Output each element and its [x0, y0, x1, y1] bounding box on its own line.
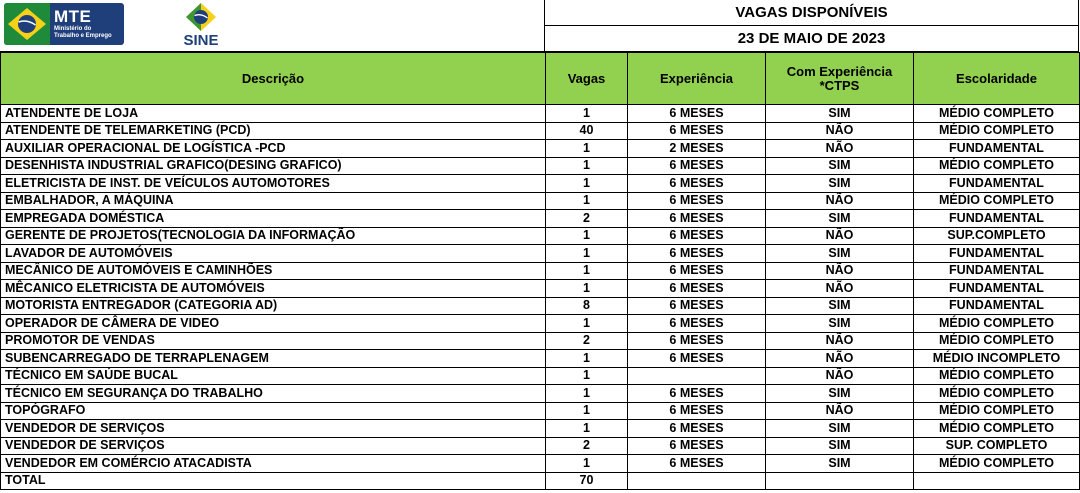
cell-ctps: NÃO — [766, 122, 914, 140]
column-header-descricao: Descrição — [1, 53, 546, 105]
cell-escolaridade: MÉDIO COMPLETO — [914, 157, 1080, 175]
column-header-vagas: Vagas — [546, 53, 628, 105]
cell-escolaridade: MÉDIO COMPLETO — [914, 105, 1080, 123]
table-row — [1, 245, 1080, 263]
column-header-experiencia: Experiência — [628, 53, 766, 105]
cell-descricao: PROMOTOR DE VENDAS — [1, 332, 546, 350]
cell-descricao: TOPÓGRAFO — [1, 402, 546, 420]
sine-flag-icon — [176, 2, 226, 32]
cell-vagas: 1 — [546, 262, 628, 280]
table-row — [1, 402, 1080, 420]
cell-descricao: LAVADOR DE AUTOMÓVEIS — [1, 245, 546, 263]
cell-escolaridade: MÉDIO COMPLETO — [914, 192, 1080, 210]
cell-vagas: 1 — [546, 175, 628, 193]
cell-experiencia: 6 MESES — [628, 350, 766, 368]
cell-vagas: 1 — [546, 420, 628, 438]
cell-descricao: ATENDENTE DE TELEMARKETING (PCD) — [1, 122, 546, 140]
cell-vagas: 1 — [546, 280, 628, 298]
cell-experiencia: 6 MESES — [628, 332, 766, 350]
cell-experiencia: 6 MESES — [628, 297, 766, 315]
cell-ctps: SIM — [766, 315, 914, 333]
table-row — [1, 455, 1080, 473]
mte-logo — [4, 3, 124, 45]
cell-experiencia: 6 MESES — [628, 262, 766, 280]
cell-ctps: SIM — [766, 297, 914, 315]
cell-descricao: MÊCANICO ELETRICISTA DE AUTOMÓVEIS — [1, 280, 546, 298]
table-row — [1, 297, 1080, 315]
cell-escolaridade: FUNDAMENTAL — [914, 297, 1080, 315]
cell-vagas: 1 — [546, 385, 628, 403]
cell-ctps: SIM — [766, 175, 914, 193]
table-row — [1, 280, 1080, 298]
cell-ctps: NÃO — [766, 262, 914, 280]
cell-vagas: 1 — [546, 315, 628, 333]
cell-descricao: AUXILIAR OPERACIONAL DE LOGÍSTICA -PCD — [1, 140, 546, 158]
table-header-row — [1, 53, 1080, 105]
cell-descricao: OPERADOR DE CÂMERA DE VIDEO — [1, 315, 546, 333]
cell-ctps: SIM — [766, 105, 914, 123]
cell-escolaridade: MÉDIO COMPLETO — [914, 332, 1080, 350]
cell-experiencia: 6 MESES — [628, 210, 766, 228]
cell-ctps: NÃO — [766, 332, 914, 350]
cell-vagas: 1 — [546, 227, 628, 245]
cell-experiencia: 6 MESES — [628, 455, 766, 473]
sine-title: SINE — [183, 32, 219, 49]
cell-vagas: 1 — [546, 367, 628, 385]
cell-experiencia: 6 MESES — [628, 227, 766, 245]
cell-ctps: NÃO — [766, 227, 914, 245]
total-value: 70 — [546, 472, 628, 490]
cell-experiencia: 6 MESES — [628, 105, 766, 123]
cell-escolaridade: MÉDIO COMPLETO — [914, 315, 1080, 333]
cell-ctps: NÃO — [766, 367, 914, 385]
table-row — [1, 437, 1080, 455]
column-header-ctps: Com Experiência *CTPS — [766, 53, 914, 105]
cell-vagas: 2 — [546, 210, 628, 228]
table-row — [1, 175, 1080, 193]
table-row — [1, 262, 1080, 280]
cell-escolaridade: MÉDIO INCOMPLETO — [914, 350, 1080, 368]
table-row — [1, 122, 1080, 140]
total-label: TOTAL — [1, 472, 546, 490]
cell-experiencia: 6 MESES — [628, 437, 766, 455]
cell-experiencia: 6 MESES — [628, 122, 766, 140]
column-header-escolaridade: Escolaridade — [914, 53, 1080, 105]
cell-ctps: NÃO — [766, 402, 914, 420]
cell-descricao: MECÂNICO DE AUTOMÓVEIS E CAMINHÕES — [1, 262, 546, 280]
cell-experiencia: 6 MESES — [628, 385, 766, 403]
cell-escolaridade: FUNDAMENTAL — [914, 210, 1080, 228]
cell-experiencia: 6 MESES — [628, 280, 766, 298]
cell-ctps: NÃO — [766, 350, 914, 368]
cell-experiencia: 6 MESES — [628, 315, 766, 333]
vacancies-table — [0, 52, 1080, 490]
cell-escolaridade: MÉDIO COMPLETO — [914, 367, 1080, 385]
cell-ctps: SIM — [766, 245, 914, 263]
cell-escolaridade: MÉDIO COMPLETO — [914, 402, 1080, 420]
cell-vagas: 1 — [546, 402, 628, 420]
cell-escolaridade: SUP.COMPLETO — [914, 227, 1080, 245]
mte-subtitle-line1: Ministério do — [54, 26, 92, 32]
cell-escolaridade: MÉDIO COMPLETO — [914, 122, 1080, 140]
cell-vagas: 1 — [546, 350, 628, 368]
cell-descricao: MOTORISTA ENTREGADOR (CATEGORIA AD) — [1, 297, 546, 315]
table-row — [1, 350, 1080, 368]
cell-descricao: ATENDENTE DE LOJA — [1, 105, 546, 123]
table-row — [1, 420, 1080, 438]
page-title: VAGAS DISPONÍVEIS — [545, 0, 1079, 26]
table-row — [1, 332, 1080, 350]
cell-ctps: SIM — [766, 385, 914, 403]
cell-descricao: ELETRICISTA DE INST. DE VEÍCULOS AUTOMOTORES — [1, 175, 546, 193]
cell-vagas: 1 — [546, 245, 628, 263]
cell-ctps: SIM — [766, 437, 914, 455]
table-row — [1, 192, 1080, 210]
cell-experiencia: 2 MESES — [628, 140, 766, 158]
cell-descricao: DESENHISTA INDUSTRIAL GRAFICO(DESING GRAFICO) — [1, 157, 546, 175]
cell-descricao: VENDEDOR EM COMÉRCIO ATACADISTA — [1, 455, 546, 473]
table-row — [1, 140, 1080, 158]
table-row — [1, 105, 1080, 123]
table-total-row — [1, 472, 1080, 490]
cell-experiencia: 6 MESES — [628, 245, 766, 263]
cell-ctps: SIM — [766, 157, 914, 175]
cell-descricao: GERENTE DE PROJETOS(TECNOLOGIA DA INFORMAÇÃO — [1, 227, 546, 245]
mte-subtitle-line2: Trabalho e Emprego — [54, 33, 112, 39]
cell-vagas: 1 — [546, 105, 628, 123]
cell-experiencia: 6 MESES — [628, 192, 766, 210]
cell-vagas: 40 — [546, 122, 628, 140]
cell-escolaridade: MÉDIO COMPLETO — [914, 385, 1080, 403]
table-row — [1, 367, 1080, 385]
cell-descricao: SUBENCARREGADO DE TERRAPLENAGEM — [1, 350, 546, 368]
table-row — [1, 210, 1080, 228]
cell-experiencia: 6 MESES — [628, 420, 766, 438]
cell-escolaridade: MÉDIO COMPLETO — [914, 455, 1080, 473]
cell-experiencia: 6 MESES — [628, 175, 766, 193]
cell-ctps: NÃO — [766, 280, 914, 298]
cell-escolaridade: FUNDAMENTAL — [914, 140, 1080, 158]
cell-descricao: EMPREGADA DOMÉSTICA — [1, 210, 546, 228]
cell-escolaridade: FUNDAMENTAL — [914, 245, 1080, 263]
table-row — [1, 385, 1080, 403]
cell-escolaridade: MÉDIO COMPLETO — [914, 420, 1080, 438]
cell-vagas: 1 — [546, 140, 628, 158]
cell-ctps: SIM — [766, 420, 914, 438]
mte-title: MTE — [54, 7, 92, 26]
brazil-flag-icon — [4, 3, 50, 45]
cell-ctps: NÃO — [766, 140, 914, 158]
cell-descricao: TÉCNICO EM SAÚDE BUCAL — [1, 367, 546, 385]
cell-descricao: VENDEDOR DE SERVIÇOS — [1, 437, 546, 455]
total-empty-cell — [766, 472, 914, 490]
cell-vagas: 2 — [546, 437, 628, 455]
page-date: 23 DE MAIO DE 2023 — [545, 26, 1079, 52]
cell-ctps: SIM — [766, 210, 914, 228]
cell-experiencia: 6 MESES — [628, 402, 766, 420]
cell-experiencia: 6 MESES — [628, 157, 766, 175]
cell-escolaridade: FUNDAMENTAL — [914, 280, 1080, 298]
cell-escolaridade: FUNDAMENTAL — [914, 175, 1080, 193]
cell-descricao: VENDEDOR DE SERVIÇOS — [1, 420, 546, 438]
cell-vagas: 8 — [546, 297, 628, 315]
table-row — [1, 157, 1080, 175]
table-row — [1, 227, 1080, 245]
cell-escolaridade: FUNDAMENTAL — [914, 262, 1080, 280]
cell-experiencia — [628, 367, 766, 385]
table-row — [1, 315, 1080, 333]
logos-area — [0, 0, 545, 52]
cell-descricao: EMBALHADOR, A MÁQUINA — [1, 192, 546, 210]
cell-ctps: NÃO — [766, 192, 914, 210]
total-empty-cell — [628, 472, 766, 490]
cell-vagas: 1 — [546, 192, 628, 210]
cell-ctps: SIM — [766, 455, 914, 473]
cell-escolaridade: SUP. COMPLETO — [914, 437, 1080, 455]
total-empty-cell — [914, 472, 1080, 490]
cell-vagas: 1 — [546, 455, 628, 473]
sine-logo — [176, 2, 226, 50]
cell-descricao: TÉCNICO EM SEGURANÇA DO TRABALHO — [1, 385, 546, 403]
cell-vagas: 2 — [546, 332, 628, 350]
cell-vagas: 1 — [546, 157, 628, 175]
